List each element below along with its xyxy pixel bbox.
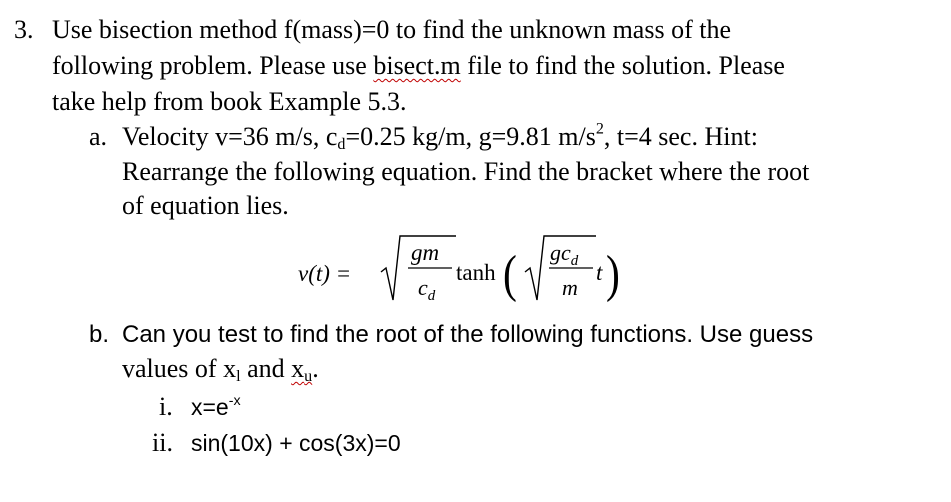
- part-b-line-2: [122, 354, 319, 384]
- intro-text-a: following problem. Please use: [52, 51, 374, 80]
- period-text: .: [312, 354, 319, 383]
- sqrt2-denominator: m: [562, 275, 578, 300]
- cd-subscript: d: [337, 136, 346, 154]
- time-variable: t: [596, 260, 603, 285]
- part-b-label: b.: [89, 321, 110, 348]
- and-text: and: [240, 354, 292, 383]
- part-a-line-2: Rearrange the following equation. Find the bracket where the root: [122, 157, 810, 186]
- equation-lhs: v(t) =: [298, 261, 352, 286]
- velocity-text: Velocity v=36 m/s, c: [122, 122, 338, 151]
- sqrt1-numerator: gm: [411, 240, 440, 265]
- time-hint-text: , t=4 sec. Hint:: [603, 122, 758, 151]
- part-a-label: a.: [89, 122, 108, 151]
- squared-superscript: 2: [595, 120, 604, 138]
- problem-intro-line-3: take help from book Example 5.3.: [52, 87, 407, 116]
- bisect-file-name: bisect.m: [373, 51, 461, 80]
- part-a-line-3: of equation lies.: [122, 191, 289, 220]
- problem-number: 3.: [14, 15, 34, 44]
- sqrt1-denominator: $c_d$: [418, 275, 436, 304]
- tanh-function: tanh: [456, 260, 496, 285]
- left-paren: (: [503, 245, 517, 304]
- guess-values-text: values of x: [122, 354, 237, 383]
- sqrt2-numerator: $gc_d$: [550, 240, 579, 269]
- item-i-equation: $x=e^{-x}$: [191, 393, 241, 420]
- given-values-text: =0.25 kg/m, g=9.81 m/s: [345, 122, 596, 151]
- intro-text-b: file to find the solution. Please: [460, 51, 785, 80]
- item-ii-equation: sin(10x) + cos(3x)=0: [191, 430, 401, 456]
- item-i-label: i.: [159, 392, 173, 421]
- problem-intro-line-1: Use bisection method f(mass)=0 to find the unknown mass of the: [52, 15, 731, 44]
- xu-symbol: $x_u$: [291, 354, 313, 386]
- item-ii-label: ii.: [152, 428, 173, 457]
- xl-subscript: l: [236, 368, 241, 386]
- right-paren: ): [606, 245, 620, 304]
- part-b-line-1: Can you test to find the root of the following functions. Use guess: [122, 321, 814, 348]
